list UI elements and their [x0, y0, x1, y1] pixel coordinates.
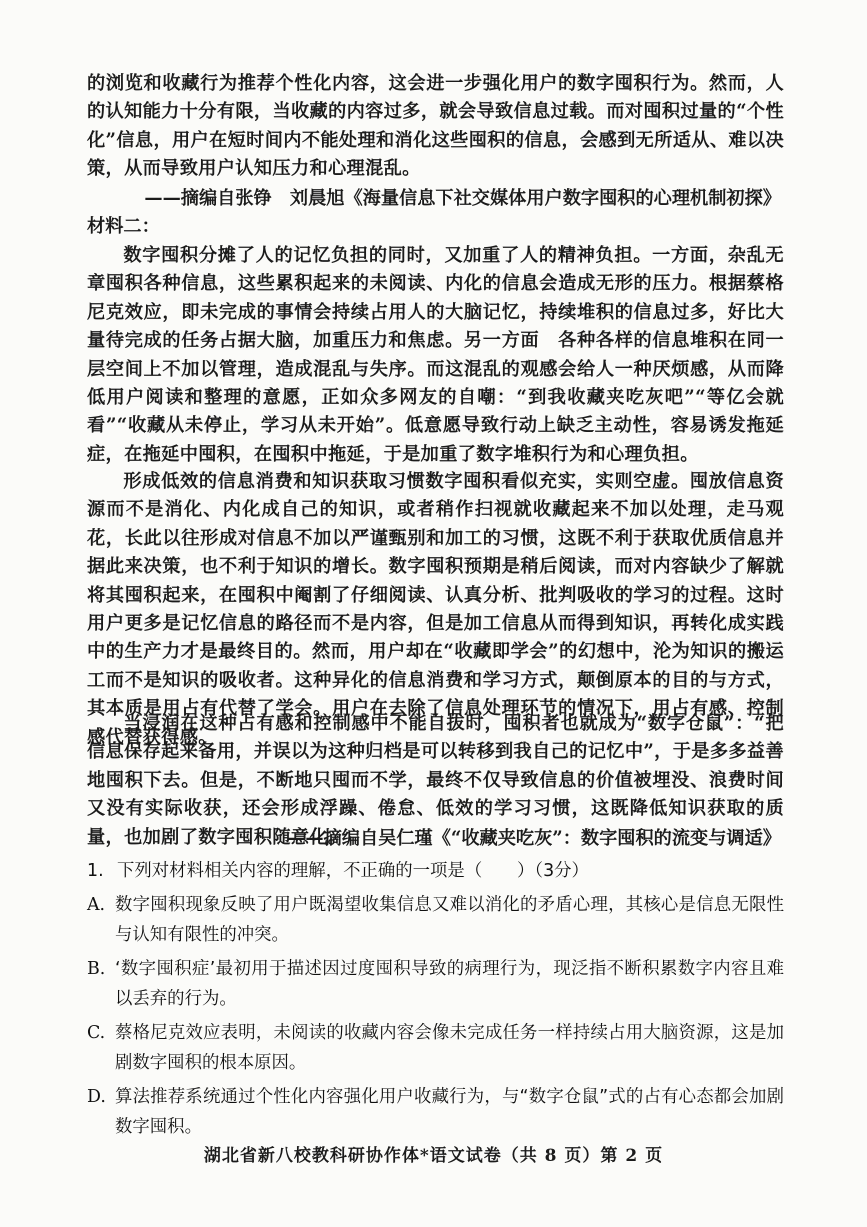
option-c-text: 蔡格尼克效应表明，未阅读的收藏内容会像未完成任务一样持续占用大脑资源，这是加剧数字囤积的根本原因。: [115, 1023, 784, 1073]
option-c-letter: C.: [87, 1023, 106, 1043]
question-1: [87, 856, 784, 1142]
material2-label: 材料二：: [87, 216, 160, 237]
page-footer: 湖北省新八校教科研协作体*语文试卷（共 8 页）第 2 页: [203, 1146, 664, 1166]
option-b: [87, 954, 784, 1014]
option-a-text: 数字囤积现象反映了用户既渴望收集信息又难以消化的矛盾心理，其核心是信息无限性与认知有限性的冲突。: [115, 895, 784, 945]
question-number: 1.: [87, 861, 104, 881]
question-stem-text: 下列对材料相关内容的理解，不正确的一项是（ ）（3分）: [117, 861, 589, 881]
material2-paragraph-1: 数字囤积分摊了人的记忆负担的同时，又加重了人的精神负担。一方面，杂乱无章囤积各种信息，这些累积起来的未阅读、内化的信息会造成无形的压力。根据蔡格尼克效应，即未完成的事情会持续占用人的大脑记忆，持续堆积的信息过多，好比大量待完成的任务占据大脑，加重压力和焦虑。另一方面 各种各样的信息堆积在同一层空间上不加以管理，造成混乱与失序。而这混乱的观感会给人一种厌烦感，从而降低用户阅读和整理的意愿，正如众多网友的自嘲：“到我收藏夹吃灰吧”“等亿会就看”“收藏从未停止，学习从未开始”。低意愿导致行动上缺乏主动性，容易诱发拖延症，在拖延中囤积，在囤积中拖延，于是加重了数字堆积行为和心理负担。: [87, 245, 784, 465]
option-d-text: 算法推荐系统通过个性化内容强化用户收藏行为，与“数字仓鼠”式的占有心态都会加剧数字囤积。: [115, 1087, 784, 1137]
material2-attribution: ——摘编自吴仁瑾《“收藏夹吃灰”：数字囤积的流变与调适》: [287, 828, 781, 849]
material2-paragraph-3: 当浸润在这种占有感和控制感中不能自拔时，囤积者也就成为“数字仓鼠”：“把信息保存起来备用，并误以为这种归档是可以转移到我自己的记忆中”，于是多多益善地囤积下去。但是，不断地只囤而不学，最终不仅导致信息的价值被埋没、浪费时间又没有实际收获，还会形成浮躁、倦怠、低效的学习习惯，这既降低知识获取的质量，也加剧了数字囤积随意化。: [87, 713, 784, 848]
material1-attribution: ——摘编自张铮 刘晨旭《海量信息下社交媒体用户数字囤积的心理机制初探》: [144, 188, 781, 209]
option-a: [87, 890, 784, 950]
option-b-text: ‘数字囤积症’最初用于描述因过度囤积导致的病理行为，现泛指不断积累数字内容且难以丢弃的行为。: [115, 959, 784, 1009]
option-d: [87, 1082, 784, 1142]
option-b-letter: B.: [87, 959, 106, 979]
material2-paragraph-2: 形成低效的信息消费和知识获取习惯数字囤积看似充实，实则空虚。囤放信息资源而不是消化、内化成自己的知识，或者稍作扫视就收藏起来不加以处理，走马观花，长此以往形成对信息不加以严谨甄别和加工的习惯，这既不利于获取优质信息并据此来决策，也不利于知识的增长。数字囤积预期是稍后阅读，而对内容缺少了解就将其囤积起来，在囤积中阉割了仔细阅读、认真分析、批判吸收的学习的过程。这时用户更多是记忆信息的路径而不是内容，但是加工信息从而得到知识，再转化成实践中的生产力才是最终目的。然而，用户却在“收藏即学会”的幻想中，沦为知识的搬运工而不是知识的吸收者。这种异化的信息消费和学习方式，颠倒原本的目的与方式，其本质是用占有代替了学会。用户在去除了信息处理环节的情况下，用占有感、控制感代替获得感。: [87, 471, 784, 748]
material1-paragraph-end: 的浏览和收藏行为推荐个性化内容，这会进一步强化用户的数字囤积行为。然而，人的认知能力十分有限，当收藏的内容过多，就会导致信息过载。而对囤积过量的“个性化”信息，用户在短时间内不能处理和消化这些囤积的信息，会感到无所适从、难以决策，从而导致用户认知压力和心理混乱。: [87, 73, 784, 180]
option-d-letter: D.: [87, 1087, 106, 1107]
option-a-letter: A.: [87, 895, 106, 915]
question-stem: [87, 856, 784, 886]
option-c: [87, 1018, 784, 1078]
